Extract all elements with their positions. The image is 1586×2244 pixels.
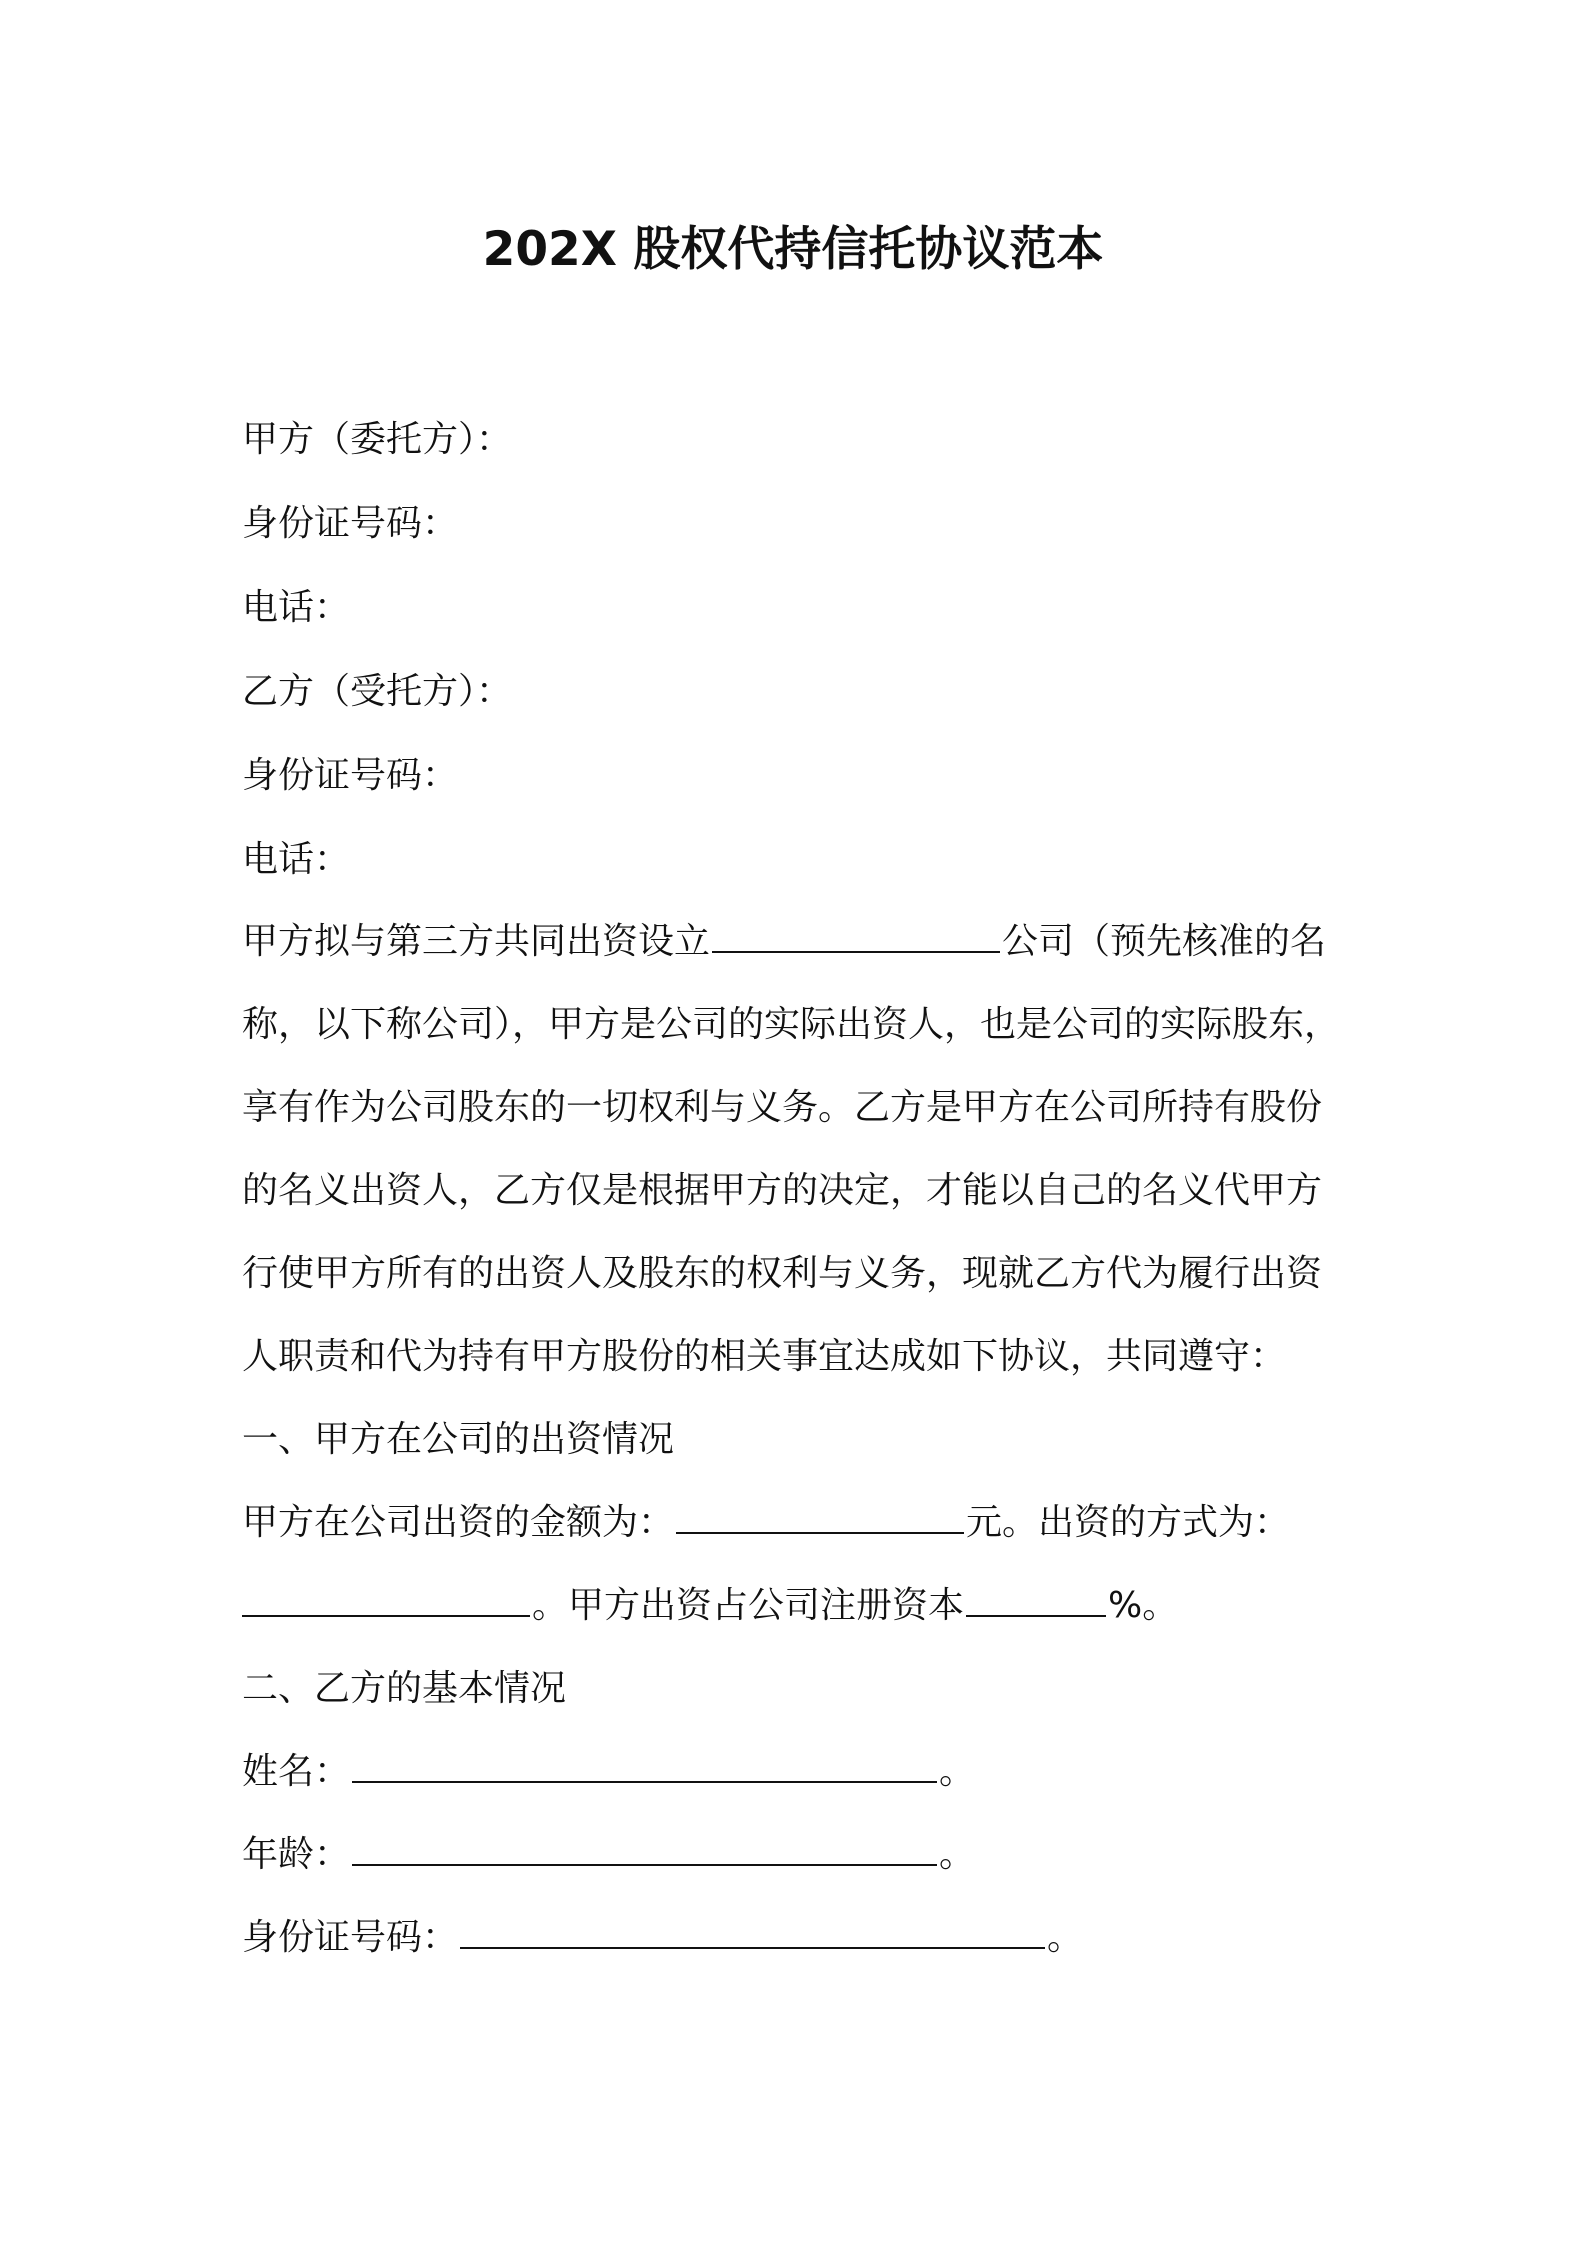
party-b-field: 乙方（受托方）： [242,671,513,712]
section-1-text: %。 [1108,1585,1179,1626]
preamble-text: 甲方拟与第三方共同出资设立 [242,921,711,962]
age-blank [352,1830,937,1866]
preamble-line-1 [242,917,1326,967]
preamble-line-2: 称，以下称公司），甲方是公司的实际出资人，也是公司的实际股东， [242,1004,1341,1045]
preamble-line-4: 的名义出资人，乙方仅是根据甲方的决定，才能以自己的名义代甲方 [242,1170,1323,1211]
preamble-line-6: 人职责和代为持有甲方股份的相关事宜达成如下协议，共同遵守： [242,1336,1287,1377]
end-mark: 。 [1047,1917,1084,1958]
end-mark: 。 [939,1751,976,1792]
company-name-blank [712,917,1000,953]
amount-blank [676,1498,964,1534]
party-a-field: 甲方（委托方）： [242,419,513,460]
section-2-heading: 二、乙方的基本情况 [242,1668,567,1709]
section-1-text: 甲方在公司出资的金额为： [242,1502,675,1543]
section-1-text: 元。出资的方式为： [966,1502,1291,1543]
contribution-method-blank [242,1581,530,1617]
preamble-line-5: 行使甲方所有的出资人及股东的权利与义务，现就乙方代为履行出资 [242,1253,1323,1294]
id-number-blank [460,1913,1045,1949]
party-b-id-field: 身份证号码： [242,755,459,796]
age-label: 年龄： [242,1834,351,1875]
section-1-line-1 [242,1498,1290,1548]
section-1-text: 。甲方出资占公司注册资本 [532,1585,965,1626]
id-label: 身份证号码： [242,1917,459,1958]
name-label: 姓名： [242,1751,351,1792]
preamble-line-3: 享有作为公司股东的一切权利与义务。乙方是甲方在公司所持有股份 [242,1087,1323,1128]
party-b-phone-field: 电话： [242,839,351,880]
section-1-heading: 一、甲方在公司的出资情况 [242,1419,675,1460]
party-a-phone-field: 电话： [242,587,351,628]
name-blank [352,1747,937,1783]
party-a-id-field: 身份证号码： [242,503,459,544]
section-1-line-2 [242,1581,1178,1631]
name-field [242,1747,975,1797]
percentage-blank [966,1581,1106,1617]
age-field [242,1830,975,1880]
document-title: 202X 股权代持信托协议范本 [482,222,1104,277]
end-mark: 。 [939,1834,976,1875]
id-number-field [242,1913,1083,1963]
preamble-text: 公司（预先核准的名 [1002,921,1327,962]
